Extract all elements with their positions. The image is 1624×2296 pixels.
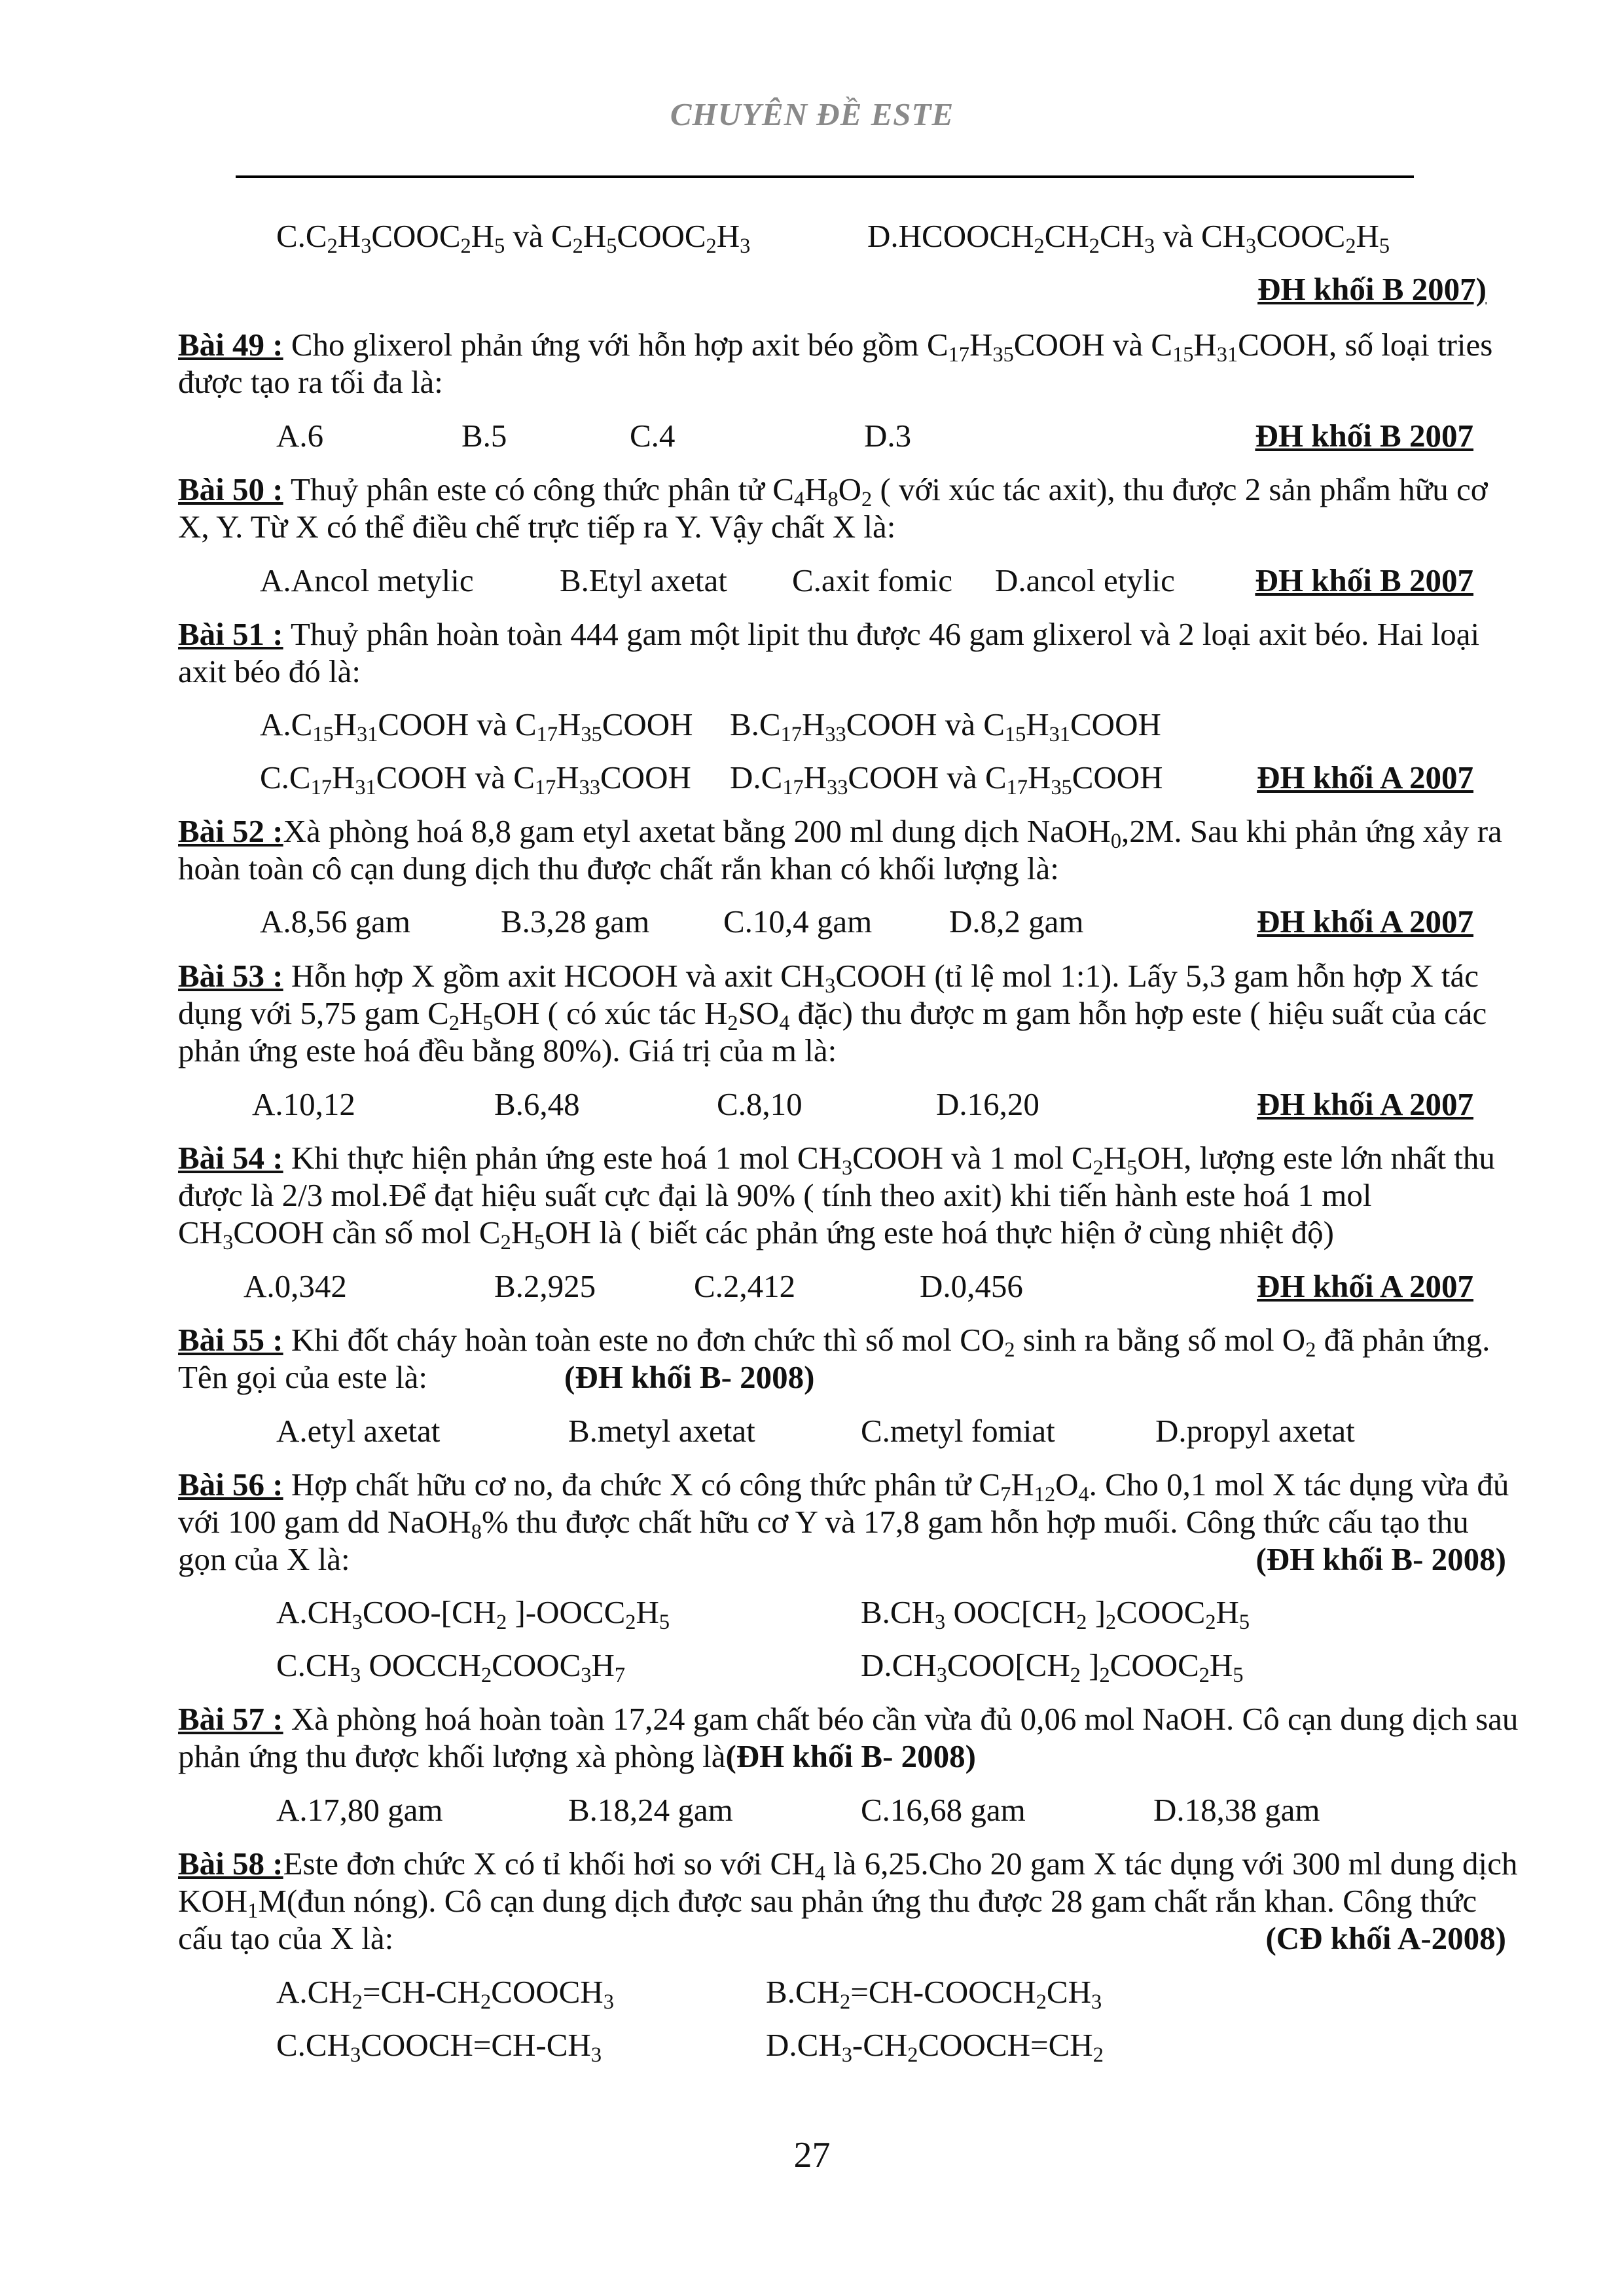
source-badge: ĐH khối B 2007	[1255, 418, 1473, 454]
source-badge: (ĐH khối B- 2008)	[564, 1359, 815, 1395]
question-label: Bài 50 :	[178, 471, 283, 507]
option-d: D.0,456	[920, 1268, 1023, 1304]
question-text: Cho glixerol phản ứng với hỗn hợp axit béo gồm $C_{17}H_{35}COOH$ và $C_{15}H_{31}COOH$, số loại tries	[291, 327, 1493, 367]
option-d: D.18,38 gam	[1153, 1792, 1320, 1828]
q58-options-row1	[0, 1966, 1624, 2018]
question-text: với 100 gam dd NaOH$_8$% thu được chất hữu cơ Y và 17,8 gam hỗn hợp muối. Công thức cấu tạo thu	[178, 1504, 1469, 1544]
option-d: D.3	[864, 418, 912, 454]
question-text: dụng với 5,75 gam $C_2H_5OH$ ( có xúc tác $H_2SO_4$ đặc) thu được m gam hỗn hợp este ( hiệu suất của các	[178, 995, 1487, 1035]
q58-options-row2	[0, 2019, 1624, 2071]
question-label: Bài 56 :	[178, 1467, 283, 1503]
question-text: axit béo đó là:	[178, 653, 361, 689]
question-label: Bài 52 :	[178, 813, 283, 849]
option-d: D.8,2 gam	[949, 903, 1084, 939]
source-badge: ĐH khối A 2007	[1257, 759, 1473, 795]
option-b: B.18,24 gam	[568, 1792, 733, 1828]
option-b: B.3,28 gam	[501, 903, 650, 939]
option-d: $D.CH_3COO[CH_2$ ]$_2COOC_2H_5$	[861, 1647, 1244, 1687]
option-d: $D.CH_3-CH_2COOCH=CH_2$	[766, 2027, 1104, 2067]
option-b: $B.CH_2=CH-COOCH_2CH_3$	[766, 1974, 1102, 2014]
option-c: $C.CH_3$ $OOCCH_2COOC_3H_7$	[276, 1647, 626, 1687]
option-a: $A.C_{15}H_{31}COOH$ và $C_{17}H_{35}COOH$	[260, 706, 693, 746]
question-text: gọn của X là:	[178, 1541, 350, 1577]
source-badge: (ĐH khối B- 2008)	[725, 1738, 976, 1774]
question-text: phản ứng thu được khối lượng xà phòng là	[178, 1738, 726, 1774]
option-c: C.2,412	[694, 1268, 796, 1304]
question-text: phản ứng este hoá đều bằng 80%). Giá trị của m là:	[178, 1032, 837, 1068]
question-text: Xà phòng hoá 8,8 gam etyl axetat bằng 200 ml dung dịch NaOH$_0$,2M. Sau khi phản ứng xảy ra	[283, 813, 1502, 853]
q51-options-row1	[0, 699, 1624, 751]
q57-options	[0, 1784, 1624, 1836]
option-d: D.ancol etylic	[995, 562, 1175, 598]
source-badge: (ĐH khối B- 2008)	[1255, 1541, 1506, 1577]
question-label: Bài 53 :	[178, 958, 283, 994]
source-badge: ĐH khối A 2007	[1257, 1086, 1473, 1122]
option-c: C.axit fomic	[792, 562, 952, 598]
q50-options	[0, 555, 1624, 607]
question-text: Thuỷ phân hoàn toàn 444 gam một lipit thu được 46 gam glixerol và 2 loại axit béo. Hai loại	[291, 616, 1480, 652]
option-b: B.metyl axetat	[568, 1413, 755, 1449]
question-text: Este đơn chức X có tỉ khối hơi so với $CH_4$ là 6,25.Cho 20 gam X tác dụng với 300 ml dung dịch	[283, 1846, 1518, 1886]
question-text: $KOH_1M(đun$ nóng). Cô cạn dung dịch được sau phản ứng thu được 28 gam chất rắn khan. Công thức	[178, 1883, 1477, 1923]
question-label: Bài 57 :	[178, 1701, 283, 1737]
q49-options	[0, 410, 1624, 462]
source-badge: ĐH khối A 2007	[1257, 1268, 1473, 1304]
option-c: $C.C_2H_3COOC_2H_5$ và $C_2H_5COOC_2H_3$	[276, 218, 751, 258]
question-label: Bài 55 :	[178, 1322, 283, 1358]
q48-source-line	[0, 263, 1624, 316]
option-b: B.2,925	[494, 1268, 596, 1304]
question-text: Thuỷ phân este có công thức phân tử $C_4H_8O_2$ ( với xúc tác axit), thu được 2 sản phẩm hữu cơ	[291, 471, 1488, 511]
question-text: được tạo ra tối đa là:	[178, 364, 443, 400]
option-b: $B.CH_3$ $OOC[CH_2$ ]$_2COOC_2H_5$	[861, 1594, 1250, 1634]
question-label: Bài 51 :	[178, 616, 283, 652]
question-text: cấu tạo của X là:	[178, 1920, 394, 1956]
option-b: B.5	[461, 418, 507, 454]
question-label: Bài 49 :	[178, 327, 283, 363]
option-c: C.4	[630, 418, 676, 454]
question-text: Hợp chất hữu cơ no, đa chức X có công thức phân tử $C_7H_{12}O_4$. Cho 0,1 mol X tác dụng vừa đủ	[291, 1467, 1509, 1506]
option-c: $C.CH_3COOCH=CH-CH_3$	[276, 2027, 602, 2067]
question-text: Khi đốt cháy hoàn toàn este no đơn chức thì số mol $CO_2$ sinh ra bằng số mol $O_2$ đã phản ứng.	[291, 1322, 1490, 1362]
q53-options	[0, 1078, 1624, 1131]
source-badge: ĐH khối B 2007)	[1257, 271, 1487, 307]
option-c: $C.C_{17}H_{31}COOH$ và $C_{17}H_{33}COOH$	[260, 759, 691, 799]
option-b: B.6,48	[494, 1086, 580, 1122]
question-text: $CH_3COOH$ cần số mol $C_2H_5OH$ là ( biết các phản ứng este hoá thực hiện ở cùng nhiệt độ)	[178, 1214, 1334, 1254]
question-text: Khi thực hiện phản ứng este hoá 1 mol $CH_3COOH$ và 1 mol $C_2H_5OH$, lượng este lớn nhất thu	[291, 1140, 1495, 1180]
question-text: X, Y. Từ X có thể điều chế trực tiếp ra Y. Vậy chất X là:	[178, 509, 896, 545]
option-d: $D.HCOOCH_2CH_2CH_3$ và $CH_3COOC_2H_5$	[867, 218, 1390, 258]
source-badge: ĐH khối B 2007	[1255, 562, 1473, 598]
option-a: A.8,56 gam	[260, 903, 410, 939]
option-d: $D.C_{17}H_{33}COOH$ và $C_{17}H_{35}COOH$	[730, 759, 1163, 799]
option-b: $B.C_{17}H_{33}COOH$ và $C_{15}H_{31}COOH$	[730, 706, 1161, 746]
source-badge: (CĐ khối A-2008)	[1265, 1920, 1506, 1956]
question-text: được là 2/3 mol.Để đạt hiệu suất cực đại là 90% ( tính theo axit) khi tiến hành este hoá 1 mol	[178, 1177, 1372, 1213]
question-text: hoàn toàn cô cạn dung dịch thu được chất rắn khan có khối lượng là:	[178, 850, 1059, 886]
header-rule	[236, 175, 1414, 178]
option-c: C.16,68 gam	[861, 1792, 1026, 1828]
question-text: Xà phòng hoá hoàn toàn 17,24 gam chất béo cần vừa đủ 0,06 mol NaOH. Cô cạn dung dịch sau	[291, 1701, 1519, 1737]
option-d: D.propyl axetat	[1155, 1413, 1355, 1449]
q54-options	[0, 1260, 1624, 1313]
option-a: A.etyl axetat	[276, 1413, 441, 1449]
option-a: A.Ancol metylic	[260, 562, 474, 598]
option-a: $A.CH_3COO-[CH_2$ ]$-OOCC_2H_5$	[276, 1594, 670, 1634]
question-label: Bài 58 :	[178, 1846, 283, 1882]
question-text: Hỗn hợp X gồm axit HCOOH và axit $CH_3COOH$ (tỉ lệ mol 1:1). Lấy 5,3 gam hỗn hợp X tác	[291, 958, 1479, 998]
source-badge: ĐH khối A 2007	[1257, 903, 1473, 939]
option-c: C.10,4 gam	[723, 903, 873, 939]
question-text: Tên gọi của este là:	[178, 1359, 427, 1395]
option-a: A.6	[276, 418, 324, 454]
option-a: A.17,80 gam	[276, 1792, 443, 1828]
page-number: 27	[793, 2135, 831, 2176]
option-c: C.8,10	[717, 1086, 803, 1122]
option-c: C.metyl fomiat	[861, 1413, 1055, 1449]
q56-options-row2	[0, 1639, 1624, 1692]
option-a: A.0,342	[244, 1268, 347, 1304]
option-a: A.10,12	[252, 1086, 355, 1122]
q56-options-row1	[0, 1586, 1624, 1639]
q51-options-row2	[0, 752, 1624, 804]
q52-options	[0, 896, 1624, 948]
option-a: $A.CH_2=CH-CH_2COOCH_3$	[276, 1974, 614, 2014]
q55-options	[0, 1405, 1624, 1457]
page-header: CHUYÊN ĐỀ ESTE	[670, 96, 954, 132]
q48-options-line	[0, 210, 1624, 263]
option-d: D.16,20	[936, 1086, 1039, 1122]
question-label: Bài 54 :	[178, 1140, 283, 1176]
option-b: B.Etyl axetat	[560, 562, 727, 598]
